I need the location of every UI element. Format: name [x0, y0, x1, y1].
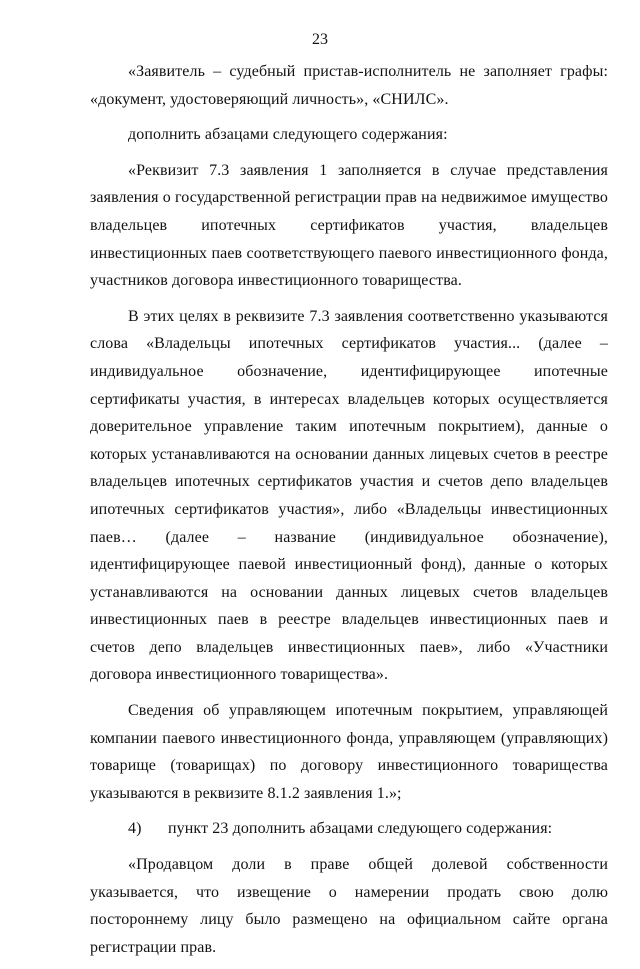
list-item-number: 4) — [128, 820, 142, 838]
paragraph-managers-info: Сведения об управляющем ипотечным покрытием, управляющей компании паевого инвестиционного фонда, управляющем (управляющих) товарище (товарищах) по договору инвестиционного товарищества указываются в реквизите 8.1.2 заявления 1.»; — [90, 702, 608, 802]
list-item-text: пункт 23 дополнить абзацами следующего содержания: — [168, 820, 553, 838]
paragraph-requisite-7-3: «Реквизит 7.3 заявления 1 заполняется в случае представления заявления о государственной регистрации прав на недвижимое имущество владельцев ипотечных сертификатов участия, владельцев инвестиционных паев соответствующего паевого инвестиционного фонда, участников договора инвестиционного товарищества. — [90, 161, 608, 290]
paragraph-share-seller: «Продавцом доли в праве общей долевой собственности указывается, что извещение о намерении продать свою долю постороннему лицу было размещено на официальном сайте органа регистрации прав. — [90, 856, 608, 956]
list-item-4 — [90, 815, 608, 843]
document-body — [90, 58, 608, 969]
page-number: 23 — [312, 31, 328, 48]
paragraph-requisite-7-3-details: В этих целях в реквизите 7.3 заявления соответственно указываются слова «Владельцы ипотечных сертификатов участия... (далее – индивидуальное обозначение, идентифицирующее ипотечные сертификаты участия, в интересах владельцев которых осуществляется доверительное управление таким ипотечным покрытием), данные о которых устанавливаются на основании данных лицевых счетов в реестре владельцев ипотечных сертификатов участия и счетов депо владельцев ипотечных сертификатов участия», либо «Владельцы инвестиционных паев… (далее – название (индивидуальное обозначение), идентифицирующее паевой инвестиционный фонд), данные о которых устанавливаются на основании данных лицевых счетов владельцев инвестиционных паев в реестре владельцев инвестиционных паев и счетов депо владельцев инвестиционных паев», либо «Участники договора инвестиционного товарищества». — [90, 307, 608, 684]
paragraph-applicant-note: «Заявитель – судебный пристав-исполнитель не заполняет графы: «документ, удостоверяющий личность», «СНИЛС». — [90, 63, 608, 108]
paragraph-add-clauses: дополнить абзацами следующего содержания: — [128, 126, 448, 144]
